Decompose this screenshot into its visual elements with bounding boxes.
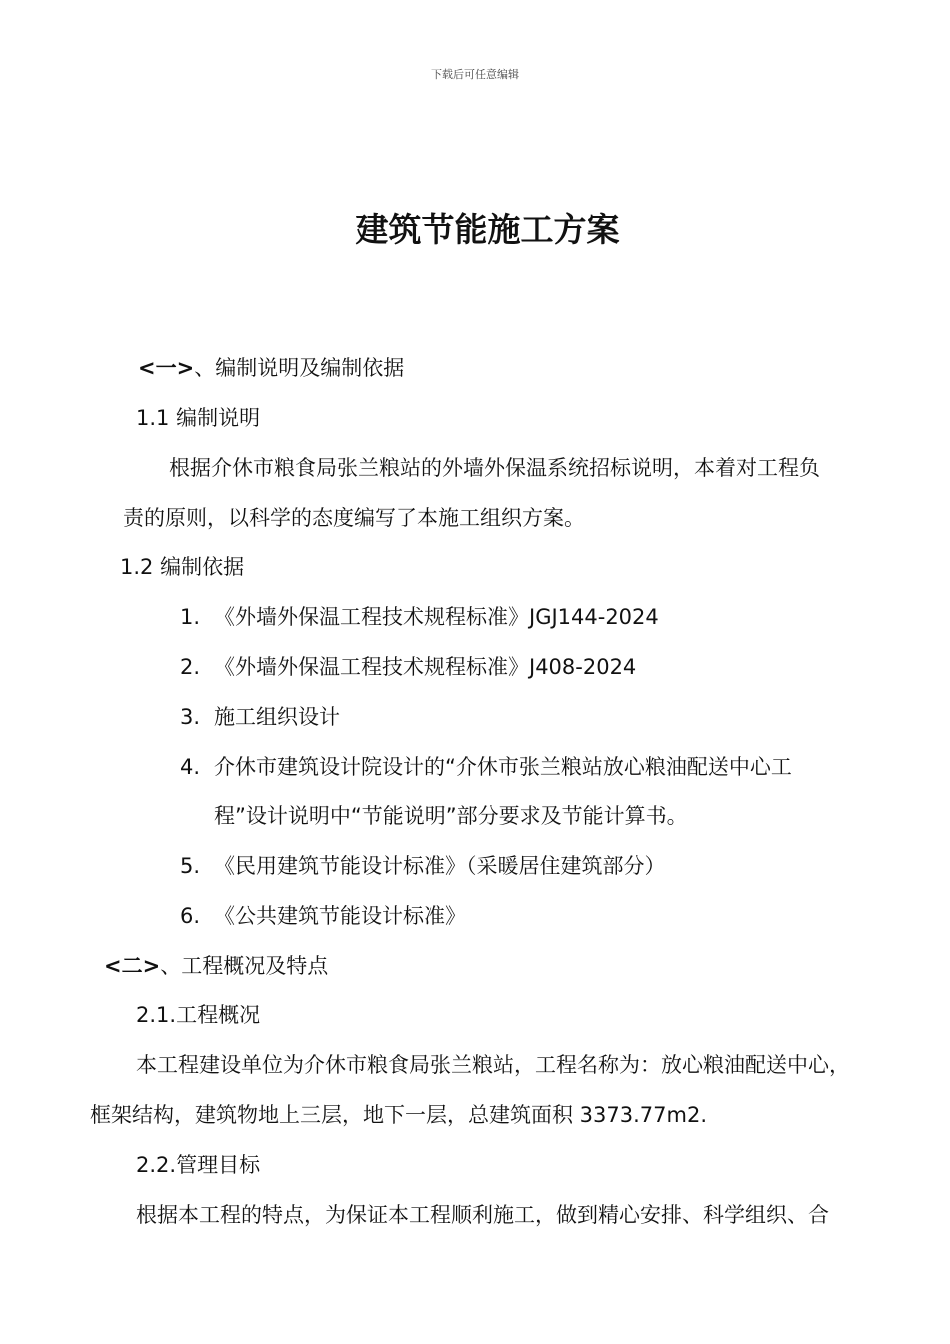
list-item (180, 852, 666, 880)
paragraph-line: 根据本工程的特点，为保证本工程顺利施工，做到精心安排、科学组织、合 (136, 1203, 829, 1227)
list-item-continuation: 程”设计说明中“节能说明”部分要求及节能计算书。 (214, 804, 688, 828)
list-item (180, 703, 340, 731)
section-heading-1 (138, 354, 404, 382)
section-mark-1: <一> (138, 356, 195, 380)
section-mark-2: <二> (104, 954, 161, 978)
paragraph-line: 责的原则，以科学的态度编写了本施工组织方案。 (123, 506, 585, 530)
paragraph-line: 根据介休市粮食局张兰粮站的外墙外保温系统招标说明，本着对工程负 (169, 456, 820, 480)
section-title-2: 、工程概况及特点 (160, 954, 329, 978)
list-text: 《公共建筑节能设计标准》 (214, 904, 466, 928)
header-note: 下载后可任意编辑 (431, 68, 519, 81)
paragraph-line: 框架结构，建筑物地上三层，地下一层，总建筑面积 3373.77m2. (90, 1103, 708, 1127)
subheading-1-1: 1.1 编制说明 (136, 406, 261, 430)
list-item (180, 653, 636, 681)
list-number: 4. (180, 755, 201, 779)
list-number: 3. (180, 705, 201, 729)
page-title: 建筑节能施工方案 (355, 210, 620, 249)
list-number: 1. (180, 605, 201, 629)
subheading-2-2: 2.2.管理目标 (136, 1153, 261, 1177)
list-item (180, 902, 466, 930)
section-title-1: 、编制说明及编制依据 (194, 356, 405, 380)
list-number: 6. (180, 904, 201, 928)
list-number: 2. (180, 655, 201, 679)
list-item (180, 603, 659, 631)
list-number: 5. (180, 854, 201, 878)
subheading-2-1: 2.1.工程概况 (136, 1003, 261, 1027)
list-text: 《民用建筑节能设计标准》（采暖居住建筑部分） (214, 854, 666, 878)
subheading-1-2: 1.2 编制依据 (120, 555, 245, 579)
list-item (180, 753, 792, 781)
section-heading-2 (104, 952, 328, 980)
list-text: 施工组织设计 (214, 705, 340, 729)
list-text: 《外墙外保温工程技术规程标准》J408-2024 (214, 655, 637, 679)
list-text: 介休市建筑设计院设计的“介休市张兰粮站放心粮油配送中心工 (214, 755, 792, 779)
list-text: 《外墙外保温工程技术规程标准》JGJ144-2024 (214, 605, 659, 629)
paragraph-line: 本工程建设单位为介休市粮食局张兰粮站，工程名称为：放心粮油配送中心， (136, 1053, 850, 1077)
